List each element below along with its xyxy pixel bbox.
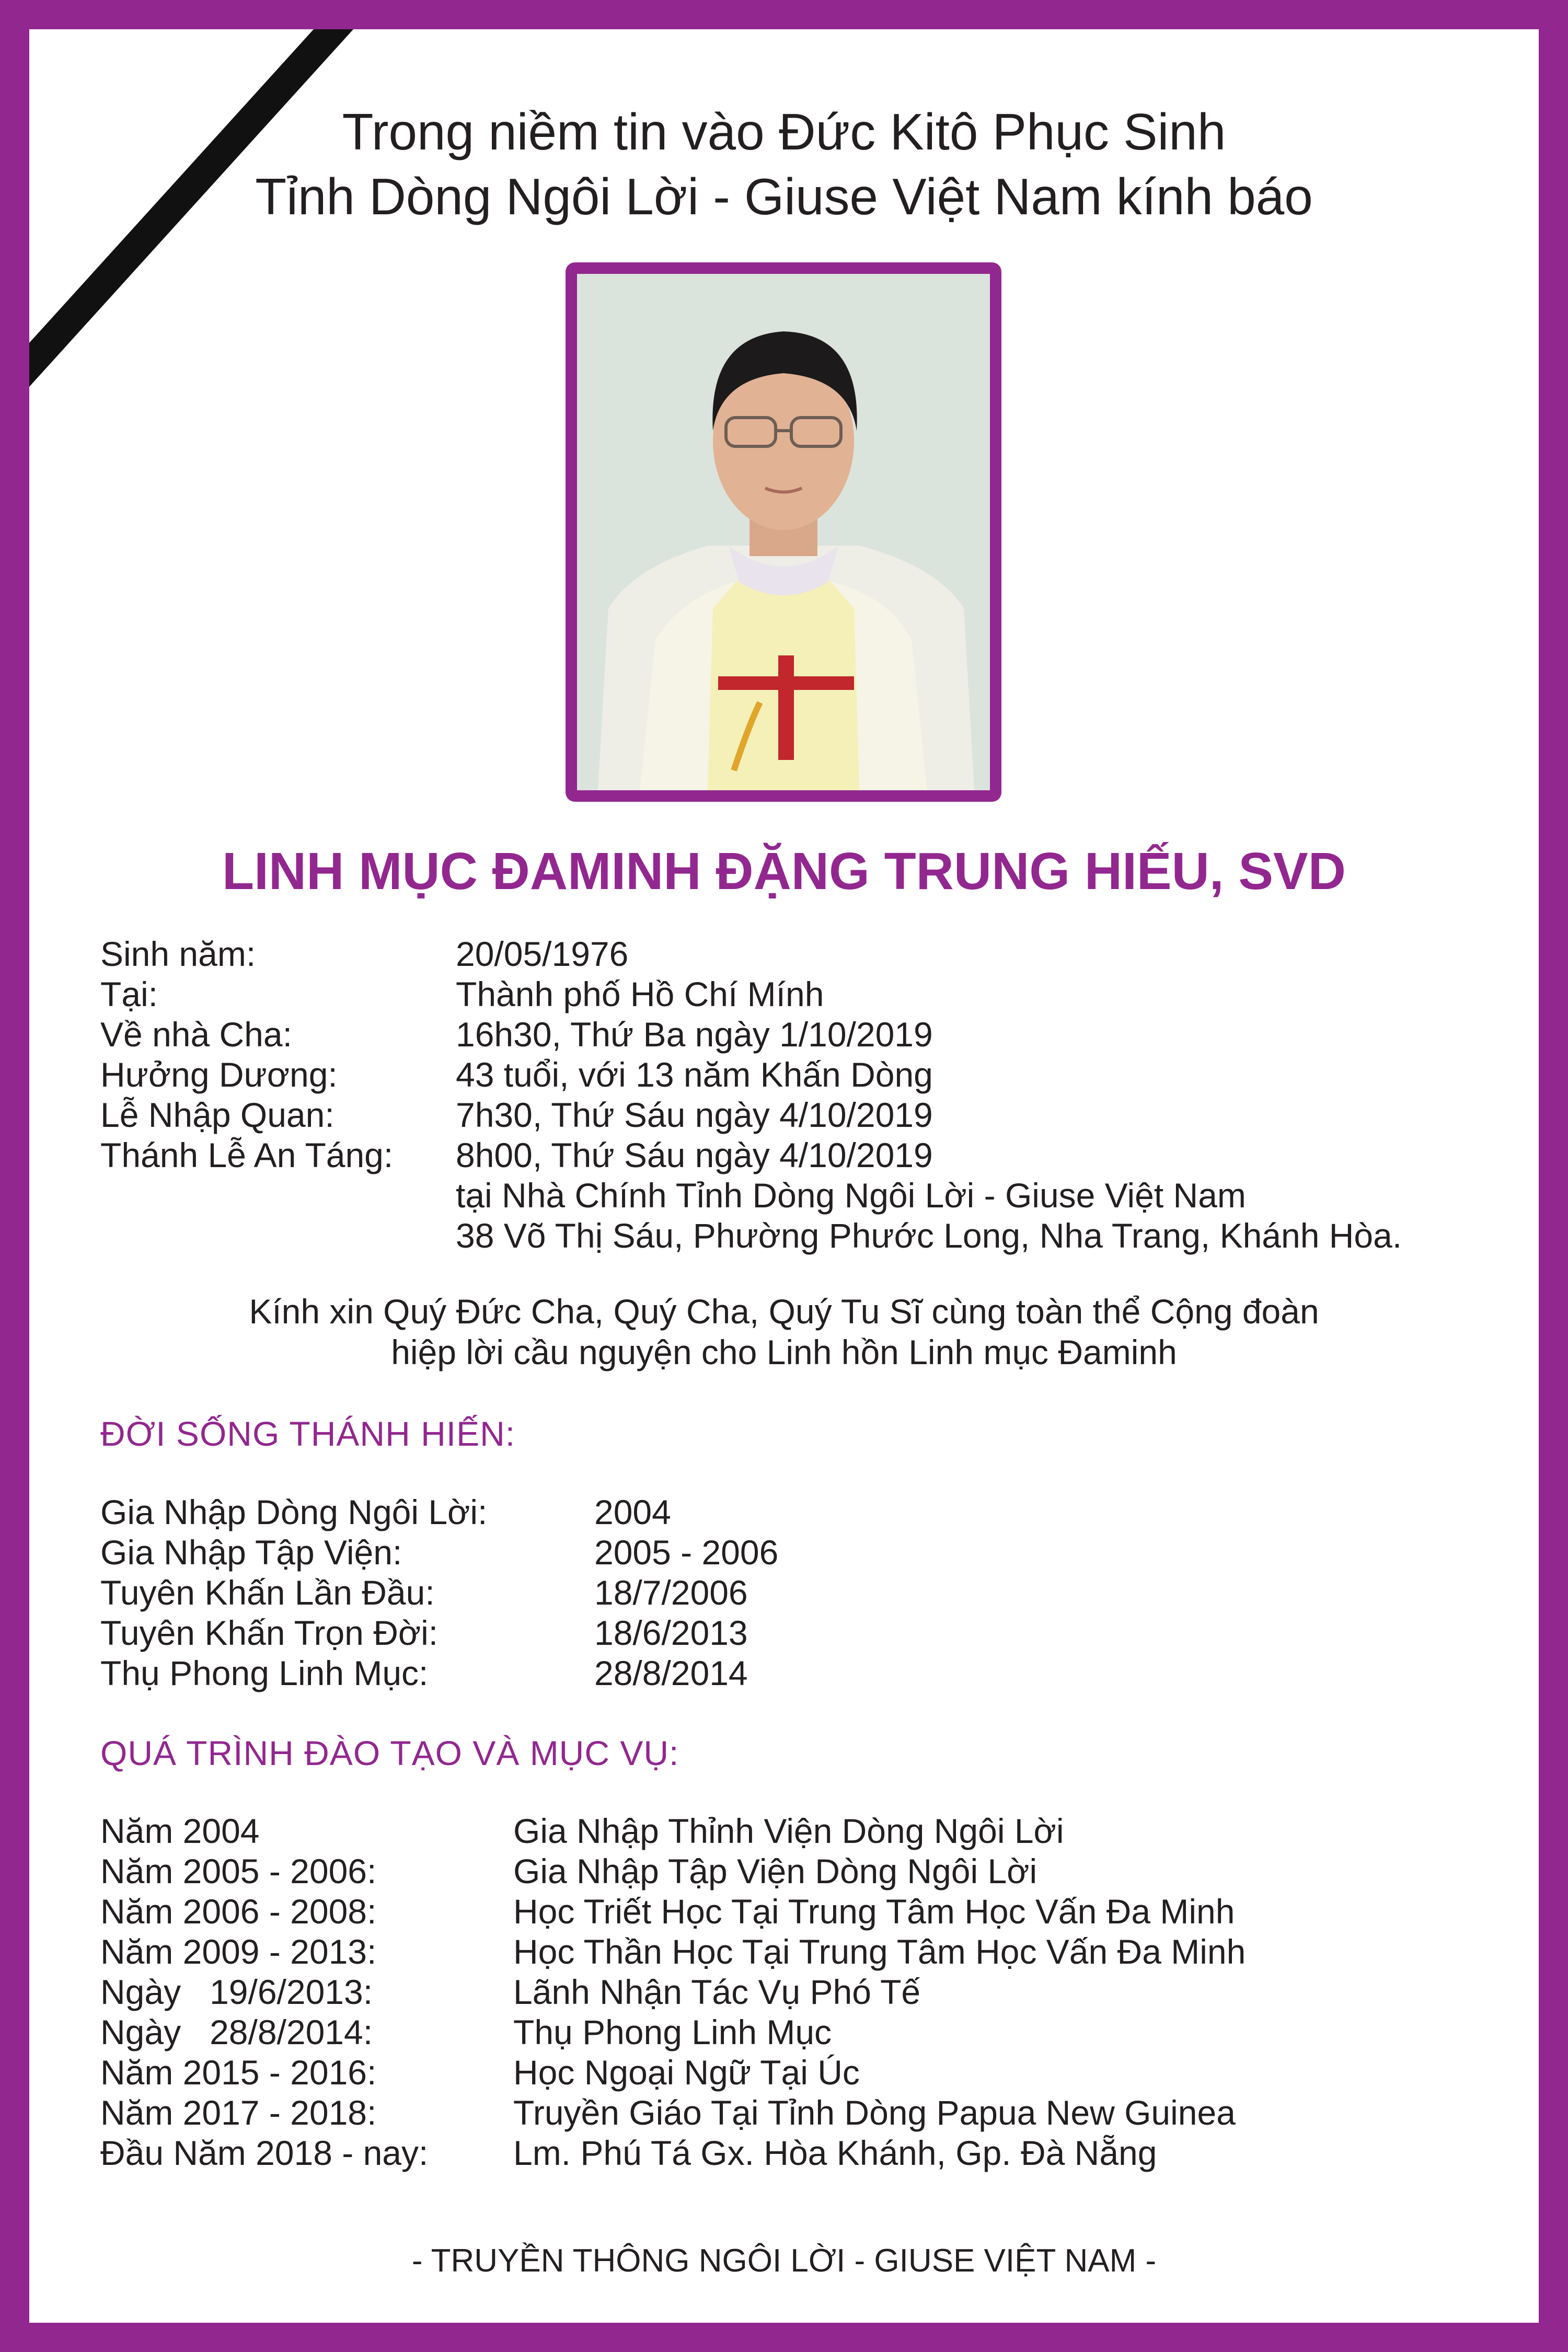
formation-value: Truyền Giáo Tại Tỉnh Dòng Papua New Guinea (513, 2093, 1236, 2132)
consecrated-label: Gia Nhập Dòng Ngôi Lời: (100, 1493, 488, 1531)
formation-value: Học Thần Học Tại Trung Tâm Học Vấn Đa Minh (513, 1932, 1246, 1971)
formation-value: Lãnh Nhận Tác Vụ Phó Tế (513, 1973, 921, 2011)
priest-portrait-illustration (577, 274, 990, 790)
formation-value: Gia Nhập Tập Viện Dòng Ngôi Lời (513, 1852, 1037, 1890)
formation-label: Năm 2009 - 2013: (100, 1932, 377, 1971)
info-label: Sinh năm: (100, 935, 256, 973)
info-value: 16h30, Thứ Ba ngày 1/10/2019 (456, 1015, 933, 1054)
prayer-request (0, 1291, 1568, 1373)
formation-value: Học Ngoại Ngữ Tại Úc (513, 2053, 860, 2092)
info-value: 38 Võ Thị Sáu, Phường Phước Long, Nha Trang, Khánh Hòa. (456, 1216, 1402, 1255)
formation-ministry-title: QUÁ TRÌNH ĐÀO TẠO VÀ MỤC VỤ: (100, 1734, 679, 1772)
prayer-line-1: Kính xin Quý Đức Cha, Quý Cha, Quý Tu Sĩ cùng toàn thể Cộng đoàn (249, 1292, 1319, 1331)
info-value: tại Nhà Chính Tỉnh Dòng Ngôi Lời - Giuse Việt Nam (456, 1176, 1246, 1215)
formation-label: Năm 2005 - 2006: (100, 1852, 377, 1890)
info-label: Tại: (100, 975, 158, 1013)
consecrated-label: Tuyên Khấn Trọn Đời: (100, 1613, 439, 1652)
info-value: 43 tuổi, với 13 năm Khấn Dòng (456, 1055, 933, 1094)
consecrated-label: Gia Nhập Tập Viện: (100, 1533, 402, 1572)
footer-credit: - TRUYỀN THÔNG NGÔI LỜI - GIUSE VIỆT NAM - (411, 2243, 1157, 2279)
consecrated-value: 18/7/2006 (594, 1573, 748, 1612)
consecrated-value: 28/8/2014 (594, 1654, 748, 1692)
portrait-photo (566, 262, 1001, 802)
info-label: Lễ Nhập Quan: (100, 1096, 335, 1134)
info-value: Thành phố Hồ Chí Mính (456, 975, 824, 1013)
consecrated-life-title: ĐỜI SỐNG THÁNH HIẾN: (100, 1414, 516, 1453)
formation-value: Học Triết Học Tại Trung Tâm Học Vấn Đa Minh (513, 1892, 1235, 1931)
info-value: 7h30, Thứ Sáu ngày 4/10/2019 (456, 1096, 933, 1134)
consecrated-value: 18/6/2013 (594, 1613, 748, 1652)
consecrated-label: Thụ Phong Linh Mục: (100, 1654, 429, 1692)
formation-value: Thụ Phong Linh Mục (513, 2013, 832, 2051)
info-label: Về nhà Cha: (100, 1015, 292, 1054)
deceased-name: LINH MỤC ĐAMINH ĐẶNG TRUNG HIẾU, SVD (222, 842, 1346, 901)
formation-label: Ngày 28/8/2014: (100, 2013, 373, 2051)
formation-value: Gia Nhập Thỉnh Viện Dòng Ngôi Lời (513, 1812, 1064, 1850)
formation-label: Năm 2017 - 2018: (100, 2093, 377, 2132)
info-value: 8h00, Thứ Sáu ngày 4/10/2019 (456, 1136, 933, 1174)
formation-label: Năm 2006 - 2008: (100, 1892, 377, 1931)
prayer-line-2: hiệp lời cầu nguyện cho Linh hồn Linh mục Đaminh (391, 1333, 1177, 1371)
info-value: 20/05/1976 (456, 935, 629, 973)
formation-label: Ngày 19/6/2013: (100, 1973, 373, 2011)
consecrated-value: 2004 (594, 1493, 671, 1531)
header-line-1: Trong niềm tin vào Đức Kitô Phục Sinh (342, 103, 1226, 160)
formation-label: Đầu Năm 2018 - nay: (100, 2134, 429, 2172)
info-label: Hưởng Dương: (100, 1055, 338, 1094)
formation-value: Lm. Phú Tá Gx. Hòa Khánh, Gp. Đà Nẵng (513, 2134, 1157, 2172)
info-label: Thánh Lễ An Táng: (100, 1136, 394, 1174)
header-line-2: Tỉnh Dòng Ngôi Lời - Giuse Việt Nam kính báo (255, 168, 1313, 225)
consecrated-label: Tuyên Khấn Lần Đầu: (100, 1573, 435, 1612)
consecrated-value: 2005 - 2006 (594, 1533, 779, 1572)
announcement-header (0, 99, 1568, 229)
formation-label: Năm 2004 (100, 1812, 260, 1850)
formation-label: Năm 2015 - 2016: (100, 2053, 377, 2092)
